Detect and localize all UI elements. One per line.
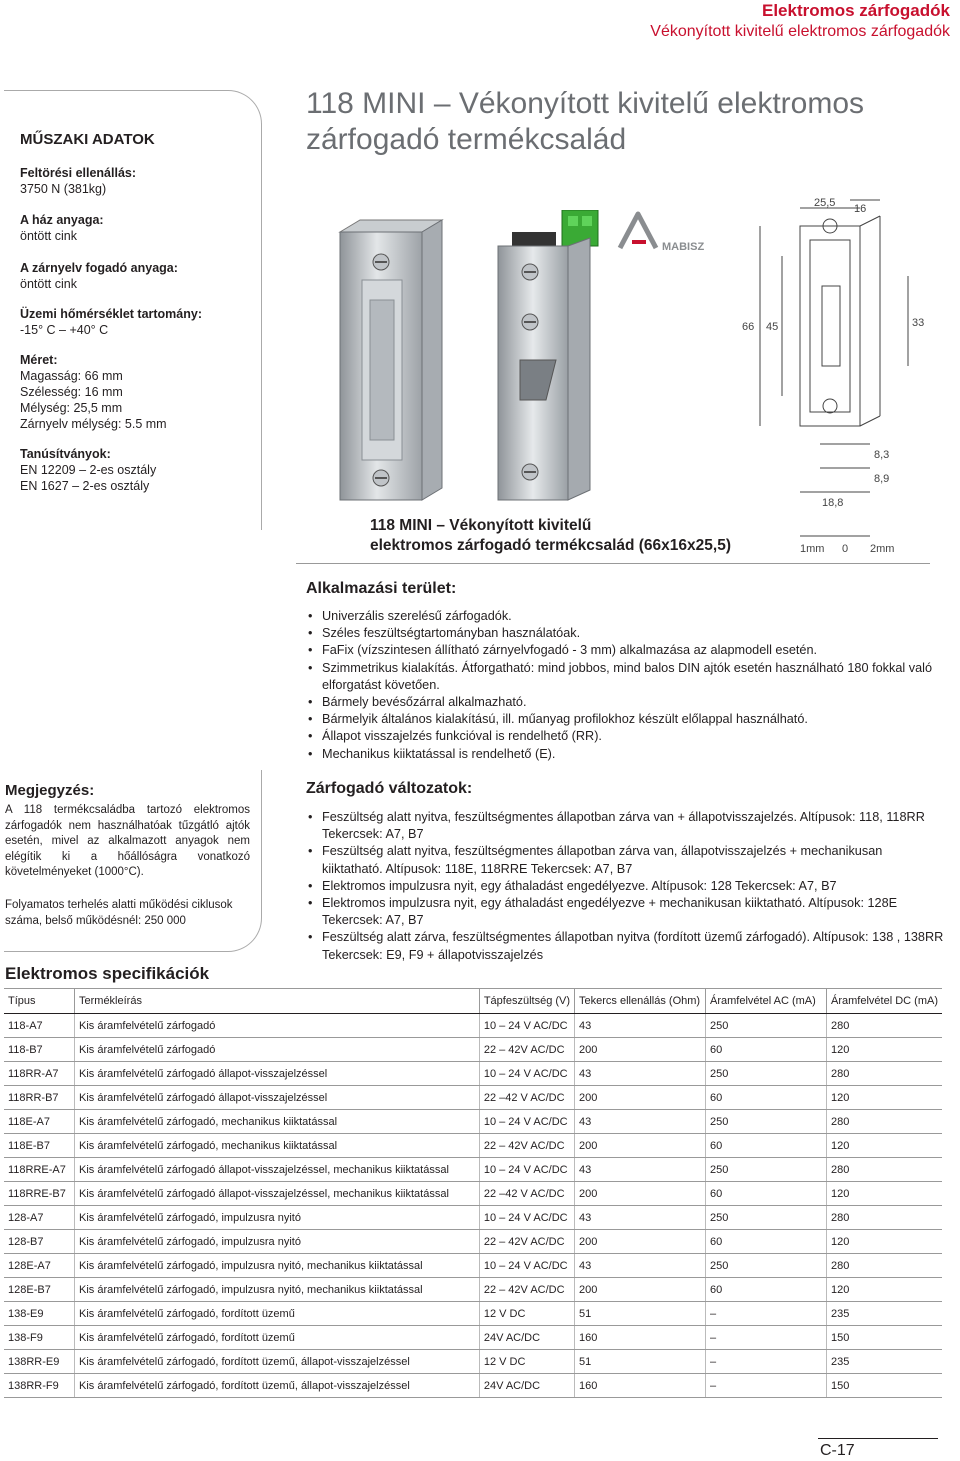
table-cell: 128-B7 [4, 1230, 75, 1254]
table-row [4, 1014, 942, 1038]
table-cell: 43 [575, 1062, 706, 1086]
spec-value: Szélesség: 16 mm [20, 385, 123, 399]
dim-label: 18,8 [822, 497, 844, 509]
product-photo-side [490, 210, 605, 510]
table-cell: Kis áramfelvételű zárfogadó, impulzusra nyitó, mechanikus kiiktatással [75, 1254, 480, 1278]
table-cell: 200 [575, 1182, 706, 1206]
table-cell: – [706, 1326, 827, 1350]
table-cell: 280 [827, 1158, 942, 1182]
table-row [4, 1230, 942, 1254]
spec-item-certificates [20, 446, 156, 494]
table-cell: 138RR-F9 [4, 1374, 75, 1398]
table-cell: Kis áramfelvételű zárfogadó állapot-visszajelzéssel [75, 1086, 480, 1110]
table-row [4, 1206, 942, 1230]
mabisz-logo [612, 206, 716, 264]
section-title: Elektromos zárfogadók [762, 1, 950, 20]
product-photo-front [330, 210, 460, 510]
table-cell: 138-F9 [4, 1326, 75, 1350]
list-item: • Univerzális szerelésű zárfogadók. [306, 608, 946, 625]
table-cell: 280 [827, 1110, 942, 1134]
table-cell: 250 [706, 1254, 827, 1278]
variants-list [306, 809, 946, 964]
table-cell: Kis áramfelvételű zárfogadó, fordított üzemű, állapot-visszajelzéssel [75, 1350, 480, 1374]
table-cell: 43 [575, 1014, 706, 1038]
spec-value: Magasság: 66 mm [20, 369, 123, 383]
table-cell: Kis áramfelvételű zárfogadó [75, 1038, 480, 1062]
table-cell: 60 [706, 1182, 827, 1206]
spec-label: A zárnyelv fogadó anyaga: [20, 261, 178, 275]
table-cell: 22 – 42V AC/DC [479, 1134, 574, 1158]
table-cell: Kis áramfelvételű zárfogadó, mechanikus kiiktatással [75, 1110, 480, 1134]
table-cell: 120 [827, 1134, 942, 1158]
table-cell: 43 [575, 1158, 706, 1182]
spec-item-resistance [20, 165, 136, 197]
table-cell: 280 [827, 1014, 942, 1038]
table-cell: 160 [575, 1326, 706, 1350]
table-cell: 200 [575, 1134, 706, 1158]
dim-label: 1mm [800, 543, 825, 555]
table-cell: – [706, 1374, 827, 1398]
table-cell: 12 V DC [479, 1302, 574, 1326]
product-caption [370, 516, 731, 556]
list-item: • Elektromos impulzusra nyit, egy áthaladást engedélyezve. Altípusok: 128 Tekercsek: A7, B7 [306, 878, 946, 895]
table-cell: Kis áramfelvételű zárfogadó, impulzusra nyitó [75, 1230, 480, 1254]
column-header: Áramfelvétel AC (mA) [706, 989, 827, 1014]
table-cell: 118RRE-A7 [4, 1158, 75, 1182]
table-cell: 51 [575, 1302, 706, 1326]
variants-title: Zárfogadó változatok: [306, 780, 473, 797]
table-cell: 120 [827, 1038, 942, 1062]
divider [818, 1438, 938, 1439]
column-header: Tápfeszültség (V) [479, 989, 574, 1014]
table-cell: 12 V DC [479, 1350, 574, 1374]
spec-value: -15° C – +40° C [20, 323, 109, 337]
logo-text: MABISZ [662, 241, 705, 253]
table-cell: 120 [827, 1086, 942, 1110]
table-cell: 10 – 24 V AC/DC [479, 1110, 574, 1134]
table-cell: 150 [827, 1326, 942, 1350]
list-item: • Széles feszültségtartományban használatóak. [306, 625, 946, 642]
table-cell: 43 [575, 1254, 706, 1278]
spec-value: öntött cink [20, 277, 77, 291]
list-item: • FaFix (vízszintesen állítható zárnyelvfogadó - 3 mm) alkalmazása az alapmodell esetén. [306, 642, 946, 659]
spec-label: Tanúsítványok: [20, 447, 111, 461]
table-cell: 128E-A7 [4, 1254, 75, 1278]
table-row [4, 1374, 942, 1398]
cycle-text: Folyamatos terhelés alatti működési ciklusok száma, belső működésnél: 250 000 [5, 899, 233, 927]
spec-label: Üzemi hőmérséklet tartomány: [20, 307, 203, 321]
table-cell: 60 [706, 1086, 827, 1110]
dim-label: 66 [742, 321, 755, 333]
spec-title: MŰSZAKI ADATOK [20, 131, 155, 148]
table-cell: – [706, 1350, 827, 1374]
table-cell: 200 [575, 1230, 706, 1254]
dim-label: 8,3 [874, 449, 890, 461]
note-title: Megjegyzés: [5, 782, 95, 799]
list-item: • Szimmetrikus kialakítás. Átforgatható: mind jobbos, mind balos DIN ajtók esetén használható 180 fokkal való elforgatást követően. [306, 660, 946, 694]
table-row [4, 1086, 942, 1110]
spec-item-size [20, 352, 167, 432]
table-cell: 10 – 24 V AC/DC [479, 1158, 574, 1182]
table-cell: 128-A7 [4, 1206, 75, 1230]
table-cell: 250 [706, 1158, 827, 1182]
table-cell: 60 [706, 1038, 827, 1062]
technical-drawing [730, 196, 940, 561]
table-cell: 43 [575, 1206, 706, 1230]
list-item: • Bármely bevésőzárral alkalmazható. [306, 694, 946, 711]
application-title: Alkalmazási terület: [306, 580, 457, 597]
table-row [4, 1038, 942, 1062]
table-cell: 280 [827, 1254, 942, 1278]
divider [296, 563, 930, 564]
list-item: • Állapot visszajelzés funkcióval is rendelhető (RR). [306, 728, 946, 745]
table-cell: 160 [575, 1374, 706, 1398]
table-row [4, 1158, 942, 1182]
list-item: • Feszültség alatt nyitva, feszültségmentes állapotban zárva van + állapotvisszajelzés. Altípusok: 118, 118RR Tekercsek: A7, B7 [306, 809, 946, 843]
table-cell: Kis áramfelvételű zárfogadó, fordított üzemű [75, 1326, 480, 1350]
table-cell: 22 – 42V AC/DC [479, 1278, 574, 1302]
table-cell: 118RR-A7 [4, 1062, 75, 1086]
table-cell: 10 – 24 V AC/DC [479, 1062, 574, 1086]
table-row [4, 1062, 942, 1086]
list-item: • Feszültség alatt nyitva, feszültségmentes állapotban zárva van, állapotvisszajelzés + mechanikusan kiiktatható. Altípusok: 118E, 118RRE Tekercsek: A7, B7 [306, 843, 946, 877]
dim-label: 25,5 [814, 197, 836, 209]
spec-value: 3750 N (381kg) [20, 182, 107, 196]
spec-value: EN 1627 – 2-es osztály [20, 479, 150, 493]
table-cell: Kis áramfelvételű zárfogadó, impulzusra nyitó, mechanikus kiiktatással [75, 1278, 480, 1302]
table-cell: 43 [575, 1110, 706, 1134]
table-cell: 128E-B7 [4, 1278, 75, 1302]
list-item: • Feszültség alatt zárva, feszültségmentes állapotban nyitva (fordított üzemű zárfogadó). Altípusok: 138 , 138RR Tekercsek: E9, F9 + állapotvisszajelzés [306, 929, 946, 963]
caption-line: elektromos zárfogadó termékcsalád (66x16x25,5) [370, 537, 731, 554]
table-body [4, 1014, 942, 1398]
table-cell: 118E-B7 [4, 1134, 75, 1158]
table-cell: 250 [706, 1014, 827, 1038]
table-cell: 138RR-E9 [4, 1350, 75, 1374]
section-subtitle: Vékonyított kivitelű elektromos zárfogadók [650, 23, 950, 40]
table-cell: 24V AC/DC [479, 1326, 574, 1350]
table-cell: 60 [706, 1278, 827, 1302]
table-cell: 235 [827, 1350, 942, 1374]
table-cell: 138-E9 [4, 1302, 75, 1326]
list-item: • Bármelyik általános kialakítású, ill. műanyag profilokhoz készült előlappal használható. [306, 711, 946, 728]
table-cell: 118RR-B7 [4, 1086, 75, 1110]
list-item: • Elektromos impulzusra nyit, egy áthaladást engedélyezve + mechanikusan kiiktatható. Altípusok: 128E Tekercsek: A7, B7 [306, 895, 946, 929]
spec-item-temperature [20, 306, 202, 338]
spec-label: Méret: [20, 353, 58, 367]
table-row [4, 1254, 942, 1278]
table-cell: 22 – 42V AC/DC [479, 1230, 574, 1254]
table-cell: Kis áramfelvételű zárfogadó állapot-visszajelzéssel, mechanikus kiiktatással [75, 1158, 480, 1182]
spec-item-housing [20, 212, 104, 244]
table-cell: 280 [827, 1062, 942, 1086]
table-row [4, 1110, 942, 1134]
dim-label: 8,9 [874, 473, 890, 485]
page-number: C-17 [820, 1442, 855, 1459]
table-cell: 22 –42 V AC/DC [479, 1182, 574, 1206]
table-cell: Kis áramfelvételű zárfogadó, mechanikus kiiktatással [75, 1134, 480, 1158]
table-cell: 235 [827, 1302, 942, 1326]
table-cell: 120 [827, 1278, 942, 1302]
table-cell: Kis áramfelvételű zárfogadó, fordított üzemű [75, 1302, 480, 1326]
dim-label: 45 [766, 321, 779, 333]
table-cell: 120 [827, 1230, 942, 1254]
table-cell: 51 [575, 1350, 706, 1374]
table-cell: 60 [706, 1134, 827, 1158]
table-cell: 200 [575, 1038, 706, 1062]
application-list [306, 608, 946, 763]
table-cell: Kis áramfelvételű zárfogadó, impulzusra nyitó [75, 1206, 480, 1230]
spec-value: Mélység: 25,5 mm [20, 401, 123, 415]
spec-item-latch [20, 260, 178, 292]
column-header: Tekercs ellenállás (Ohm) [575, 989, 706, 1014]
table-row [4, 1182, 942, 1206]
table-cell: 250 [706, 1206, 827, 1230]
table-cell: 10 – 24 V AC/DC [479, 1254, 574, 1278]
table-cell: 60 [706, 1230, 827, 1254]
table-cell: 120 [827, 1182, 942, 1206]
table-cell: 22 – 42V AC/DC [479, 1038, 574, 1062]
page-title: 118 MINI – Vékonyított kivitelű elektromos zárfogadó termékcsalád [306, 87, 865, 156]
electrical-spec-table [4, 988, 942, 1398]
table-cell: 118E-A7 [4, 1110, 75, 1134]
table-cell: 200 [575, 1278, 706, 1302]
table-cell: 250 [706, 1062, 827, 1086]
table-cell: 118RRE-B7 [4, 1182, 75, 1206]
table-cell: 150 [827, 1374, 942, 1398]
table-row [4, 1302, 942, 1326]
table-cell: 250 [706, 1110, 827, 1134]
dim-label: 33 [912, 317, 925, 329]
dim-label: 2mm [870, 543, 895, 555]
dim-label: 0 [842, 543, 849, 555]
table-row [4, 1278, 942, 1302]
column-header: Típus [4, 989, 75, 1014]
spec-label: Feltörési ellenállás: [20, 166, 137, 180]
column-header: Termékleírás [75, 989, 480, 1014]
table-cell: Kis áramfelvételű zárfogadó [75, 1014, 480, 1038]
table-cell: Kis áramfelvételű zárfogadó állapot-visszajelzéssel, mechanikus kiiktatással [75, 1182, 480, 1206]
table-row [4, 1134, 942, 1158]
table-cell: 118-B7 [4, 1038, 75, 1062]
spec-value: EN 12209 – 2-es osztály [20, 463, 157, 477]
column-header: Áramfelvétel DC (mA) [827, 989, 942, 1014]
spec-label: A ház anyaga: [20, 213, 104, 227]
table-cell: 10 – 24 V AC/DC [479, 1014, 574, 1038]
table-cell: 118-A7 [4, 1014, 75, 1038]
caption-line: 118 MINI – Vékonyított kivitelű [370, 517, 592, 534]
dim-label: 16 [854, 203, 867, 215]
table-cell: 10 – 24 V AC/DC [479, 1206, 574, 1230]
table-cell: 200 [575, 1086, 706, 1110]
spec-value: öntött cink [20, 229, 77, 243]
table-cell: 22 –42 V AC/DC [479, 1086, 574, 1110]
table-cell: – [706, 1302, 827, 1326]
list-item: • Mechanikus kiiktatással is rendelhető (E). [306, 746, 946, 763]
table-cell: 280 [827, 1206, 942, 1230]
table-header-row [4, 989, 942, 1014]
spec-value: Zárnyelv mélység: 5.5 mm [20, 417, 167, 431]
table-cell: 24V AC/DC [479, 1374, 574, 1398]
electrical-title: Elektromos specifikációk [5, 964, 210, 983]
note-text: A 118 termékcsaládba tartozó elektromos zárfogadók nem használhatóak tűzgátló ajtók esetén, mivel az alkalmazott anyagok nem elégítik ki a hőállóságra vonatkozó követelményeket (1000°C). [5, 804, 250, 878]
table-cell: Kis áramfelvételű zárfogadó állapot-visszajelzéssel [75, 1062, 480, 1086]
table-cell: Kis áramfelvételű zárfogadó, fordított üzemű, állapot-visszajelzéssel [75, 1374, 480, 1398]
table-row [4, 1350, 942, 1374]
table-row [4, 1326, 942, 1350]
